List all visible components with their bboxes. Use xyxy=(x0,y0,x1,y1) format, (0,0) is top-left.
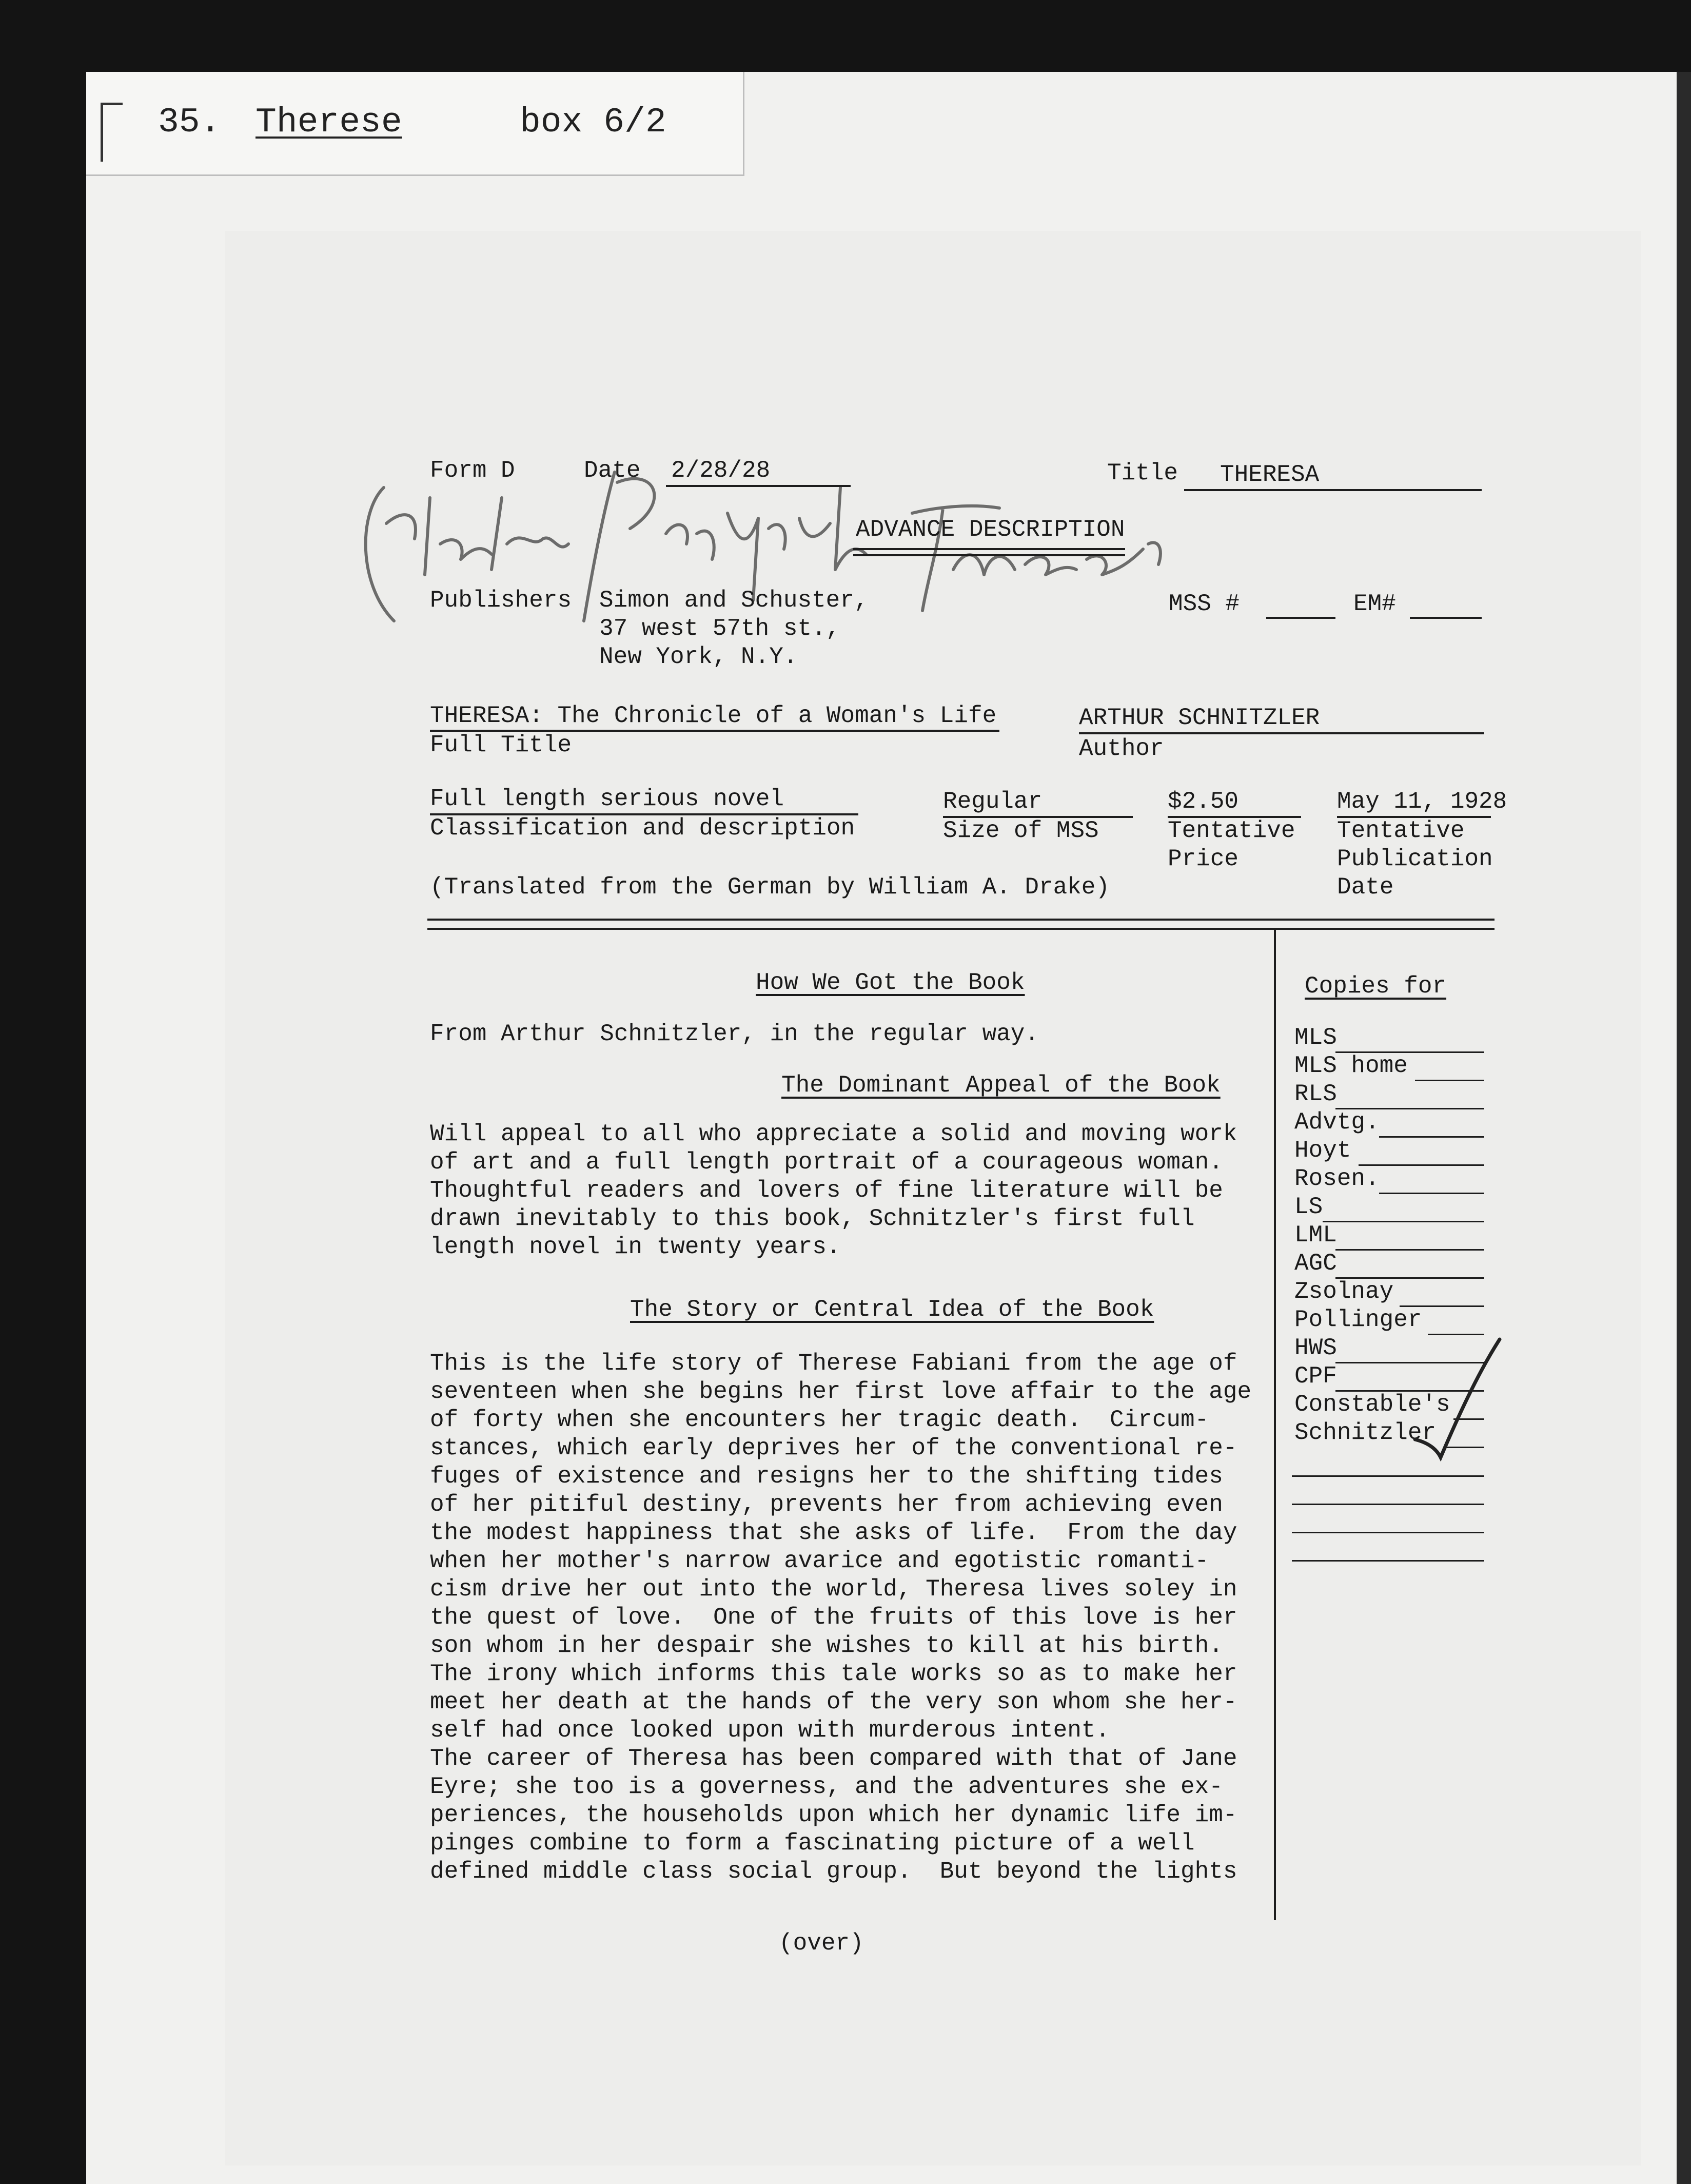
publisher-line-2: 37 west 57th st., xyxy=(599,615,840,642)
label-title: Therese xyxy=(255,103,402,142)
story-line: defined middle class social group. But beyond the lights xyxy=(430,1858,1237,1885)
pub-date-label-3: Date xyxy=(1337,874,1394,901)
section-rule-1 xyxy=(427,919,1495,921)
size-value: Regular xyxy=(943,788,1043,815)
full-title-value: THERESA: The Chronicle of a Woman's Life xyxy=(430,703,997,729)
story-line: fuges of existence and resigns her to the shifting tides xyxy=(430,1463,1223,1490)
copies-item: LML xyxy=(1294,1222,1337,1249)
form-id: Form D xyxy=(430,457,515,484)
check-mark-icon xyxy=(1405,1334,1507,1463)
copies-item-line xyxy=(1379,1193,1484,1194)
classification-value: Full length serious novel xyxy=(430,786,784,812)
appeal-line: Thoughtful readers and lovers of fine literature will be xyxy=(430,1177,1223,1204)
em-underline xyxy=(1410,617,1482,619)
mss-label: MSS # xyxy=(1169,591,1240,617)
story-line: of forty when she encounters her tragic death. Circum- xyxy=(430,1407,1209,1433)
translation-note: (Translated from the German by William A. Drake) xyxy=(430,874,1110,901)
copies-item-line xyxy=(1323,1221,1484,1222)
copies-item: Rosen. xyxy=(1294,1165,1380,1192)
advance-description-form xyxy=(225,231,1641,2166)
heading-rule-1 xyxy=(853,548,1125,550)
label-number: 35. xyxy=(158,103,221,142)
author-underline xyxy=(1079,732,1484,734)
story-line: the modest happiness that she asks of life. From the day xyxy=(430,1519,1237,1546)
story-line: meet her death at the hands of the very son whom she her- xyxy=(430,1689,1237,1715)
blank-line xyxy=(1292,1532,1484,1533)
page-edge xyxy=(1677,72,1691,2184)
copies-heading: Copies for xyxy=(1305,973,1447,1000)
pub-date-value: May 11, 1928 xyxy=(1337,788,1507,815)
publisher-line-3: New York, N.Y. xyxy=(599,644,798,670)
copies-item-line xyxy=(1379,1136,1484,1138)
copies-item: Constable's xyxy=(1294,1391,1450,1418)
section-rule-2 xyxy=(427,928,1495,930)
copies-item: MLS home xyxy=(1294,1052,1408,1079)
appeal-line: of art and a full length portrait of a courageous woman. xyxy=(430,1149,1223,1176)
copies-item: HWS xyxy=(1294,1335,1337,1361)
date-value: 2/28/28 xyxy=(671,457,771,484)
story-line: self had once looked upon with murderous intent. xyxy=(430,1717,1110,1744)
mss-underline xyxy=(1266,617,1335,619)
story-line: pinges combine to form a fascinating picture of a well xyxy=(430,1830,1195,1857)
copies-item: Schnitzler xyxy=(1294,1419,1437,1446)
over-note: (over) xyxy=(779,1930,864,1957)
copies-item: Zsolnay xyxy=(1294,1278,1394,1305)
story-line: the quest of love. One of the fruits of this love is her xyxy=(430,1604,1237,1631)
story-line: The career of Theresa has been compared with that of Jane xyxy=(430,1745,1237,1772)
copies-item-line xyxy=(1415,1080,1484,1081)
price-label-2: Price xyxy=(1168,846,1239,872)
heading-rule-2 xyxy=(853,554,1125,556)
price-value: $2.50 xyxy=(1168,788,1239,815)
story-line: son whom in her despair she wishes to kill at his birth. xyxy=(430,1632,1223,1659)
story-line: when her mother's narrow avarice and egotistic romanti- xyxy=(430,1548,1209,1574)
how-heading: How We Got the Book xyxy=(756,969,1025,996)
story-line: seventeen when she begins her first love affair to the age xyxy=(430,1378,1252,1405)
copies-item: CPF xyxy=(1294,1363,1337,1390)
copies-item-line xyxy=(1335,1249,1484,1251)
title-underline xyxy=(1184,489,1482,491)
copies-item: Pollinger xyxy=(1294,1306,1422,1333)
appeal-heading: The Dominant Appeal of the Book xyxy=(781,1072,1221,1099)
copies-divider xyxy=(1274,930,1276,1920)
copies-item: MLS xyxy=(1294,1024,1337,1051)
story-line: of her pitiful destiny, prevents her from achieving even xyxy=(430,1491,1223,1518)
blank-line xyxy=(1292,1475,1484,1477)
price-label-1: Tentative xyxy=(1168,817,1295,844)
pub-date-label-1: Tentative xyxy=(1337,817,1465,844)
author-value: ARTHUR SCHNITZLER xyxy=(1079,705,1320,731)
appeal-line: length novel in twenty years. xyxy=(430,1234,841,1260)
title-label: Title xyxy=(1107,460,1178,486)
story-line: This is the life story of Therese Fabiani from the age of xyxy=(430,1350,1237,1377)
publisher-line-1: Simon and Schuster, xyxy=(599,587,869,614)
copies-item: LS xyxy=(1294,1194,1323,1220)
blank-line xyxy=(1292,1560,1484,1562)
appeal-line: Will appeal to all who appreciate a solid and moving work xyxy=(430,1121,1237,1147)
story-line: The irony which informs this tale works so as to make her xyxy=(430,1661,1237,1687)
story-line: Eyre; she too is a governess, and the adventures she ex- xyxy=(430,1773,1223,1800)
blank-line xyxy=(1292,1504,1484,1505)
form-heading: ADVANCE DESCRIPTION xyxy=(856,516,1125,543)
corner-crop-mark xyxy=(101,103,123,162)
size-label: Size of MSS xyxy=(943,817,1099,844)
full-title-label: Full Title xyxy=(430,732,572,758)
copies-item: Hoyt xyxy=(1294,1137,1351,1164)
story-line: cism drive her out into the world, Theresa lives soley in xyxy=(430,1576,1237,1603)
story-line: periences, the households upon which her dynamic life im- xyxy=(430,1802,1237,1828)
date-label: Date xyxy=(584,457,641,484)
publishers-label: Publishers xyxy=(430,587,572,614)
pub-date-label-2: Publication xyxy=(1337,846,1493,872)
story-heading: The Story or Central Idea of the Book xyxy=(630,1296,1154,1323)
title-value: THERESA xyxy=(1220,461,1320,488)
date-underline xyxy=(666,485,851,487)
paper-sheet xyxy=(86,72,1677,2184)
copies-item: AGC xyxy=(1294,1250,1337,1277)
em-label: EM# xyxy=(1353,591,1396,617)
copies-item: Advtg. xyxy=(1294,1109,1380,1136)
story-line: stances, which early deprives her of the conventional re- xyxy=(430,1435,1237,1461)
label-box: box 6/2 xyxy=(520,103,666,142)
copies-item: RLS xyxy=(1294,1081,1337,1107)
classification-label: Classification and description xyxy=(430,815,855,842)
how-text: From Arthur Schnitzler, in the regular way. xyxy=(430,1021,1039,1047)
appeal-line: drawn inevitably to this book, Schnitzler's first full xyxy=(430,1205,1195,1232)
archive-label xyxy=(86,72,744,176)
author-label: Author xyxy=(1079,735,1164,762)
